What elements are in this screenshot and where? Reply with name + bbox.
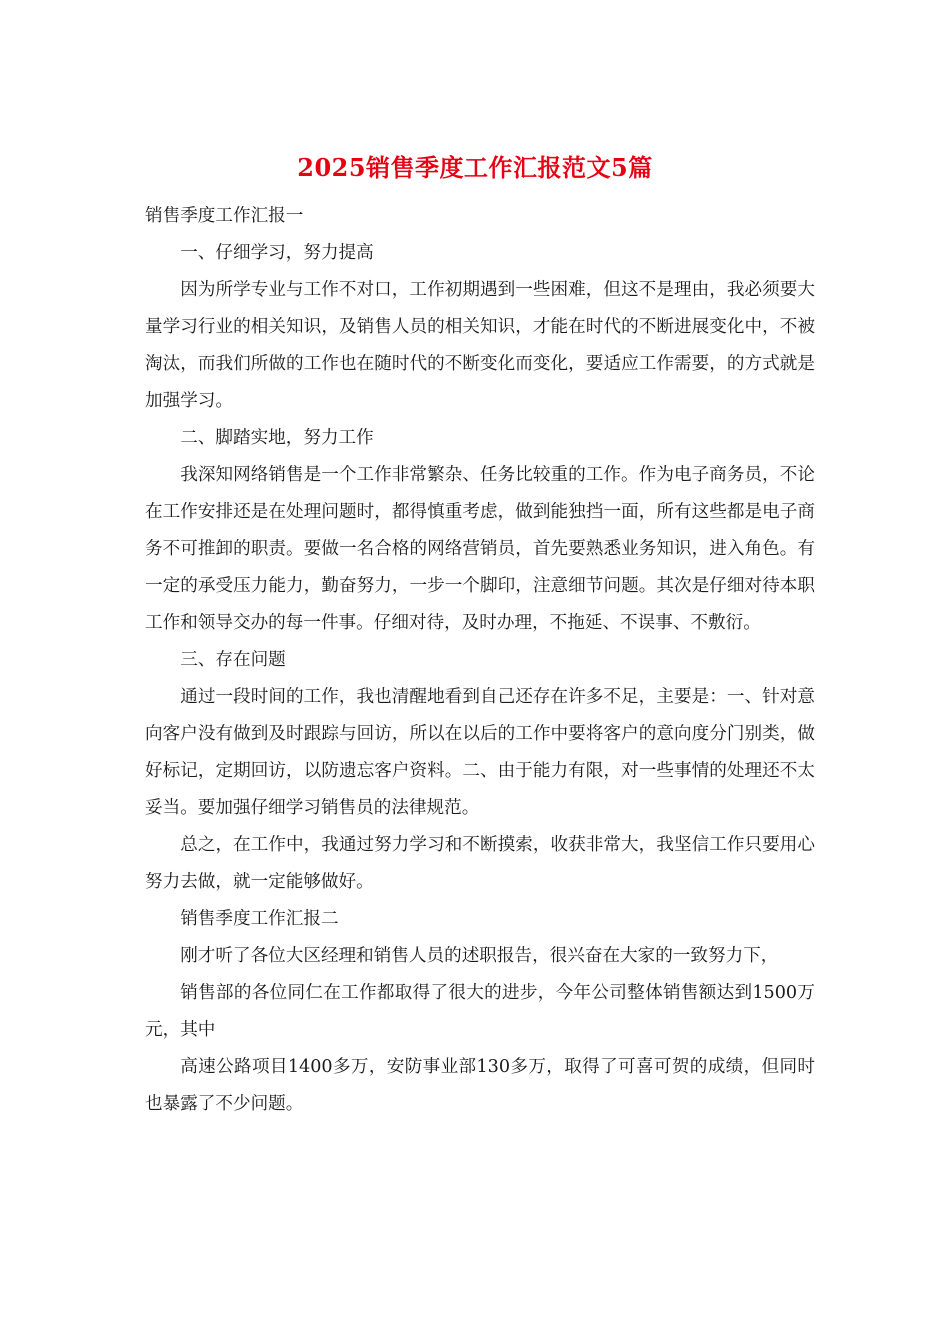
paragraph: 因为所学专业与工作不对口，工作初期遇到一些困难，但这不是理由，我必须要大量学习行业的相关知识，及销售人员的相关知识，才能在时代的不断进展变化中，不被淘汰，而我们所做的工作也在随时代的不断变化而变化，要适应工作需要，的方式就是加强学习。 xyxy=(145,280,815,411)
paragraph: 我深知网络销售是一个工作非常繁杂、任务比较重的工作。作为电子商务员，不论在工作安排还是在处理问题时，都得慎重考虑，做到能独挡一面，所有这些都是电子商务不可推卸的职责。要做一名合格的网络营销员，首先要熟悉业务知识，进入角色。有一定的承受压力能力，勤奋努力，一步一个脚印，注意细节问题。其次是仔细对待本职工作和领导交办的每一件事。仔细对待，及时办理，不拖延、不误事、不敷衍。 xyxy=(145,465,815,633)
paragraph: 刚才听了各位大区经理和销售人员的述职报告，很兴奋在大家的一致努力下， xyxy=(180,946,779,966)
paragraph: 销售部的各位同仁在工作都取得了很大的进步，今年公司整体销售额达到1500万元，其中 xyxy=(145,983,815,1040)
section-heading: 销售季度工作汇报二 xyxy=(180,909,339,929)
document-body xyxy=(145,198,815,1123)
paragraph: 总之，在工作中，我通过努力学习和不断摸索，收获非常大，我坚信工作只要用心努力去做，就一定能够做好。 xyxy=(145,835,815,892)
section-heading: 销售季度工作汇报一 xyxy=(145,206,304,226)
paragraph: 通过一段时间的工作，我也清醒地看到自己还存在许多不足，主要是：一、针对意向客户没有做到及时跟踪与回访，所以在以后的工作中要将客户的意向度分门别类，做好标记，定期回访，以防遗忘客户资料。二、由于能力有限，对一些事情的处理还不太妥当。要加强仔细学习销售员的法律规范。 xyxy=(145,687,815,818)
subsection-heading: 一、仔细学习，努力提高 xyxy=(180,243,374,263)
subsection-heading: 三、存在问题 xyxy=(180,650,286,670)
document-title: 2025销售季度工作汇报范文5篇 xyxy=(297,153,653,182)
subsection-heading: 二、脚踏实地，努力工作 xyxy=(180,428,374,448)
paragraph: 高速公路项目1400多万，安防事业部130多万，取得了可喜可贺的成绩，但同时也暴露了不少问题。 xyxy=(145,1057,815,1114)
